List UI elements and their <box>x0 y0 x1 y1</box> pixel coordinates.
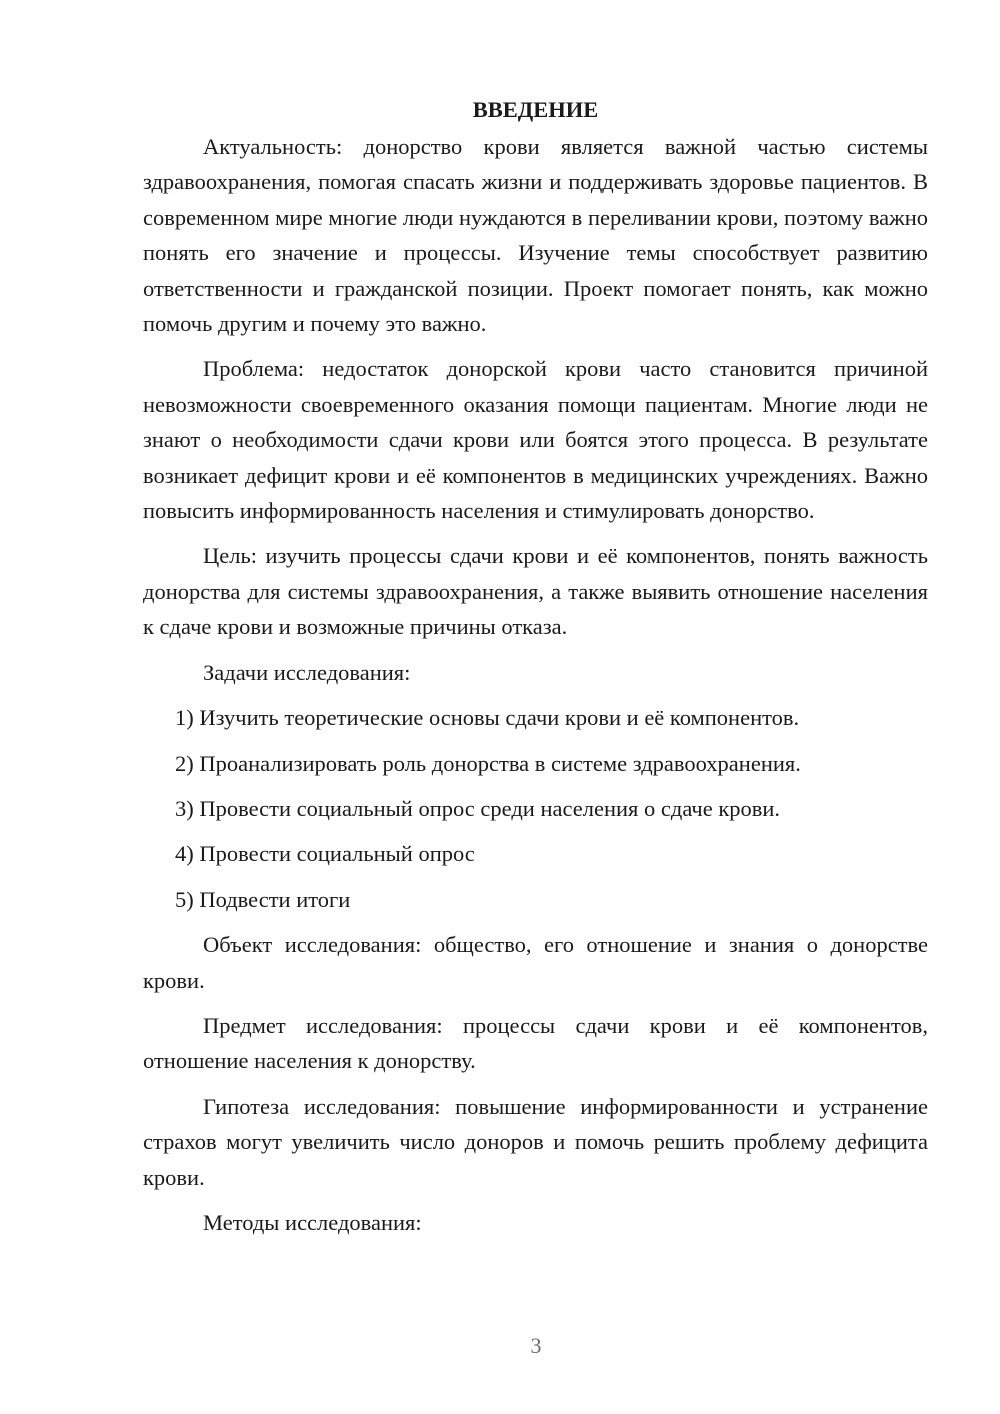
paragraph-problem: Проблема: недостаток донорской крови часто становится причиной невозможности своевременного оказания помощи пациентам. Многие люди не знают о необходимости сдачи крови или боятся этого процесса. В результате возникает дефицит крови и её компонентов в медицинских учреждениях. Важно повысить информированность населения и стимулировать донорство. <box>143 356 928 524</box>
section-title: ВВЕДЕНИЕ <box>472 97 599 122</box>
tasks-heading: Задачи исследования: <box>203 659 411 685</box>
paragraph-relevance: Актуальность: донорство крови является важной частью системы здравоохранения, помогая спасать жизни и поддерживать здоровье пациентов. В современном мире многие люди нуждаются в переливании крови, поэтому важно понять его значение и процессы. Изучение темы способствует развитию ответственности и гражданской позиции. Проект помогает понять, как можно помочь другим и почему это важно. <box>143 134 928 337</box>
paragraph-hypothesis: Гипотеза исследования: повышение информированности и устранение страхов могут увеличить число доноров и помочь решить проблему дефицита крови. <box>143 1093 928 1190</box>
task-item-4: 4) Провести социальный опрос <box>175 841 475 867</box>
paragraph-goal: Цель: изучить процессы сдачи крови и её компонентов, понять важность донорства для системы здравоохранения, а также выявить отношение населения к сдаче крови и возможные причины отказа. <box>143 543 928 640</box>
tasks-list <box>143 700 928 917</box>
task-item-3: 3) Провести социальный опрос среди населения о сдаче крови. <box>175 795 781 821</box>
paragraph-subject: Предмет исследования: процессы сдачи крови и её компонентов, отношение населения к донорству. <box>143 1012 928 1074</box>
paragraph-object: Объект исследования: общество, его отношение и знания о донорстве крови. <box>143 932 928 993</box>
task-item-1: 1) Изучить теоретические основы сдачи крови и её компонентов. <box>175 705 800 731</box>
methods-heading: Методы исследования: <box>203 1209 422 1235</box>
page-number: 3 <box>530 1333 542 1358</box>
page-content <box>143 92 928 1250</box>
task-item-5: 5) Подвести итоги <box>175 886 351 912</box>
task-item-2: 2) Проанализировать роль донорства в системе здравоохранения. <box>175 750 801 776</box>
